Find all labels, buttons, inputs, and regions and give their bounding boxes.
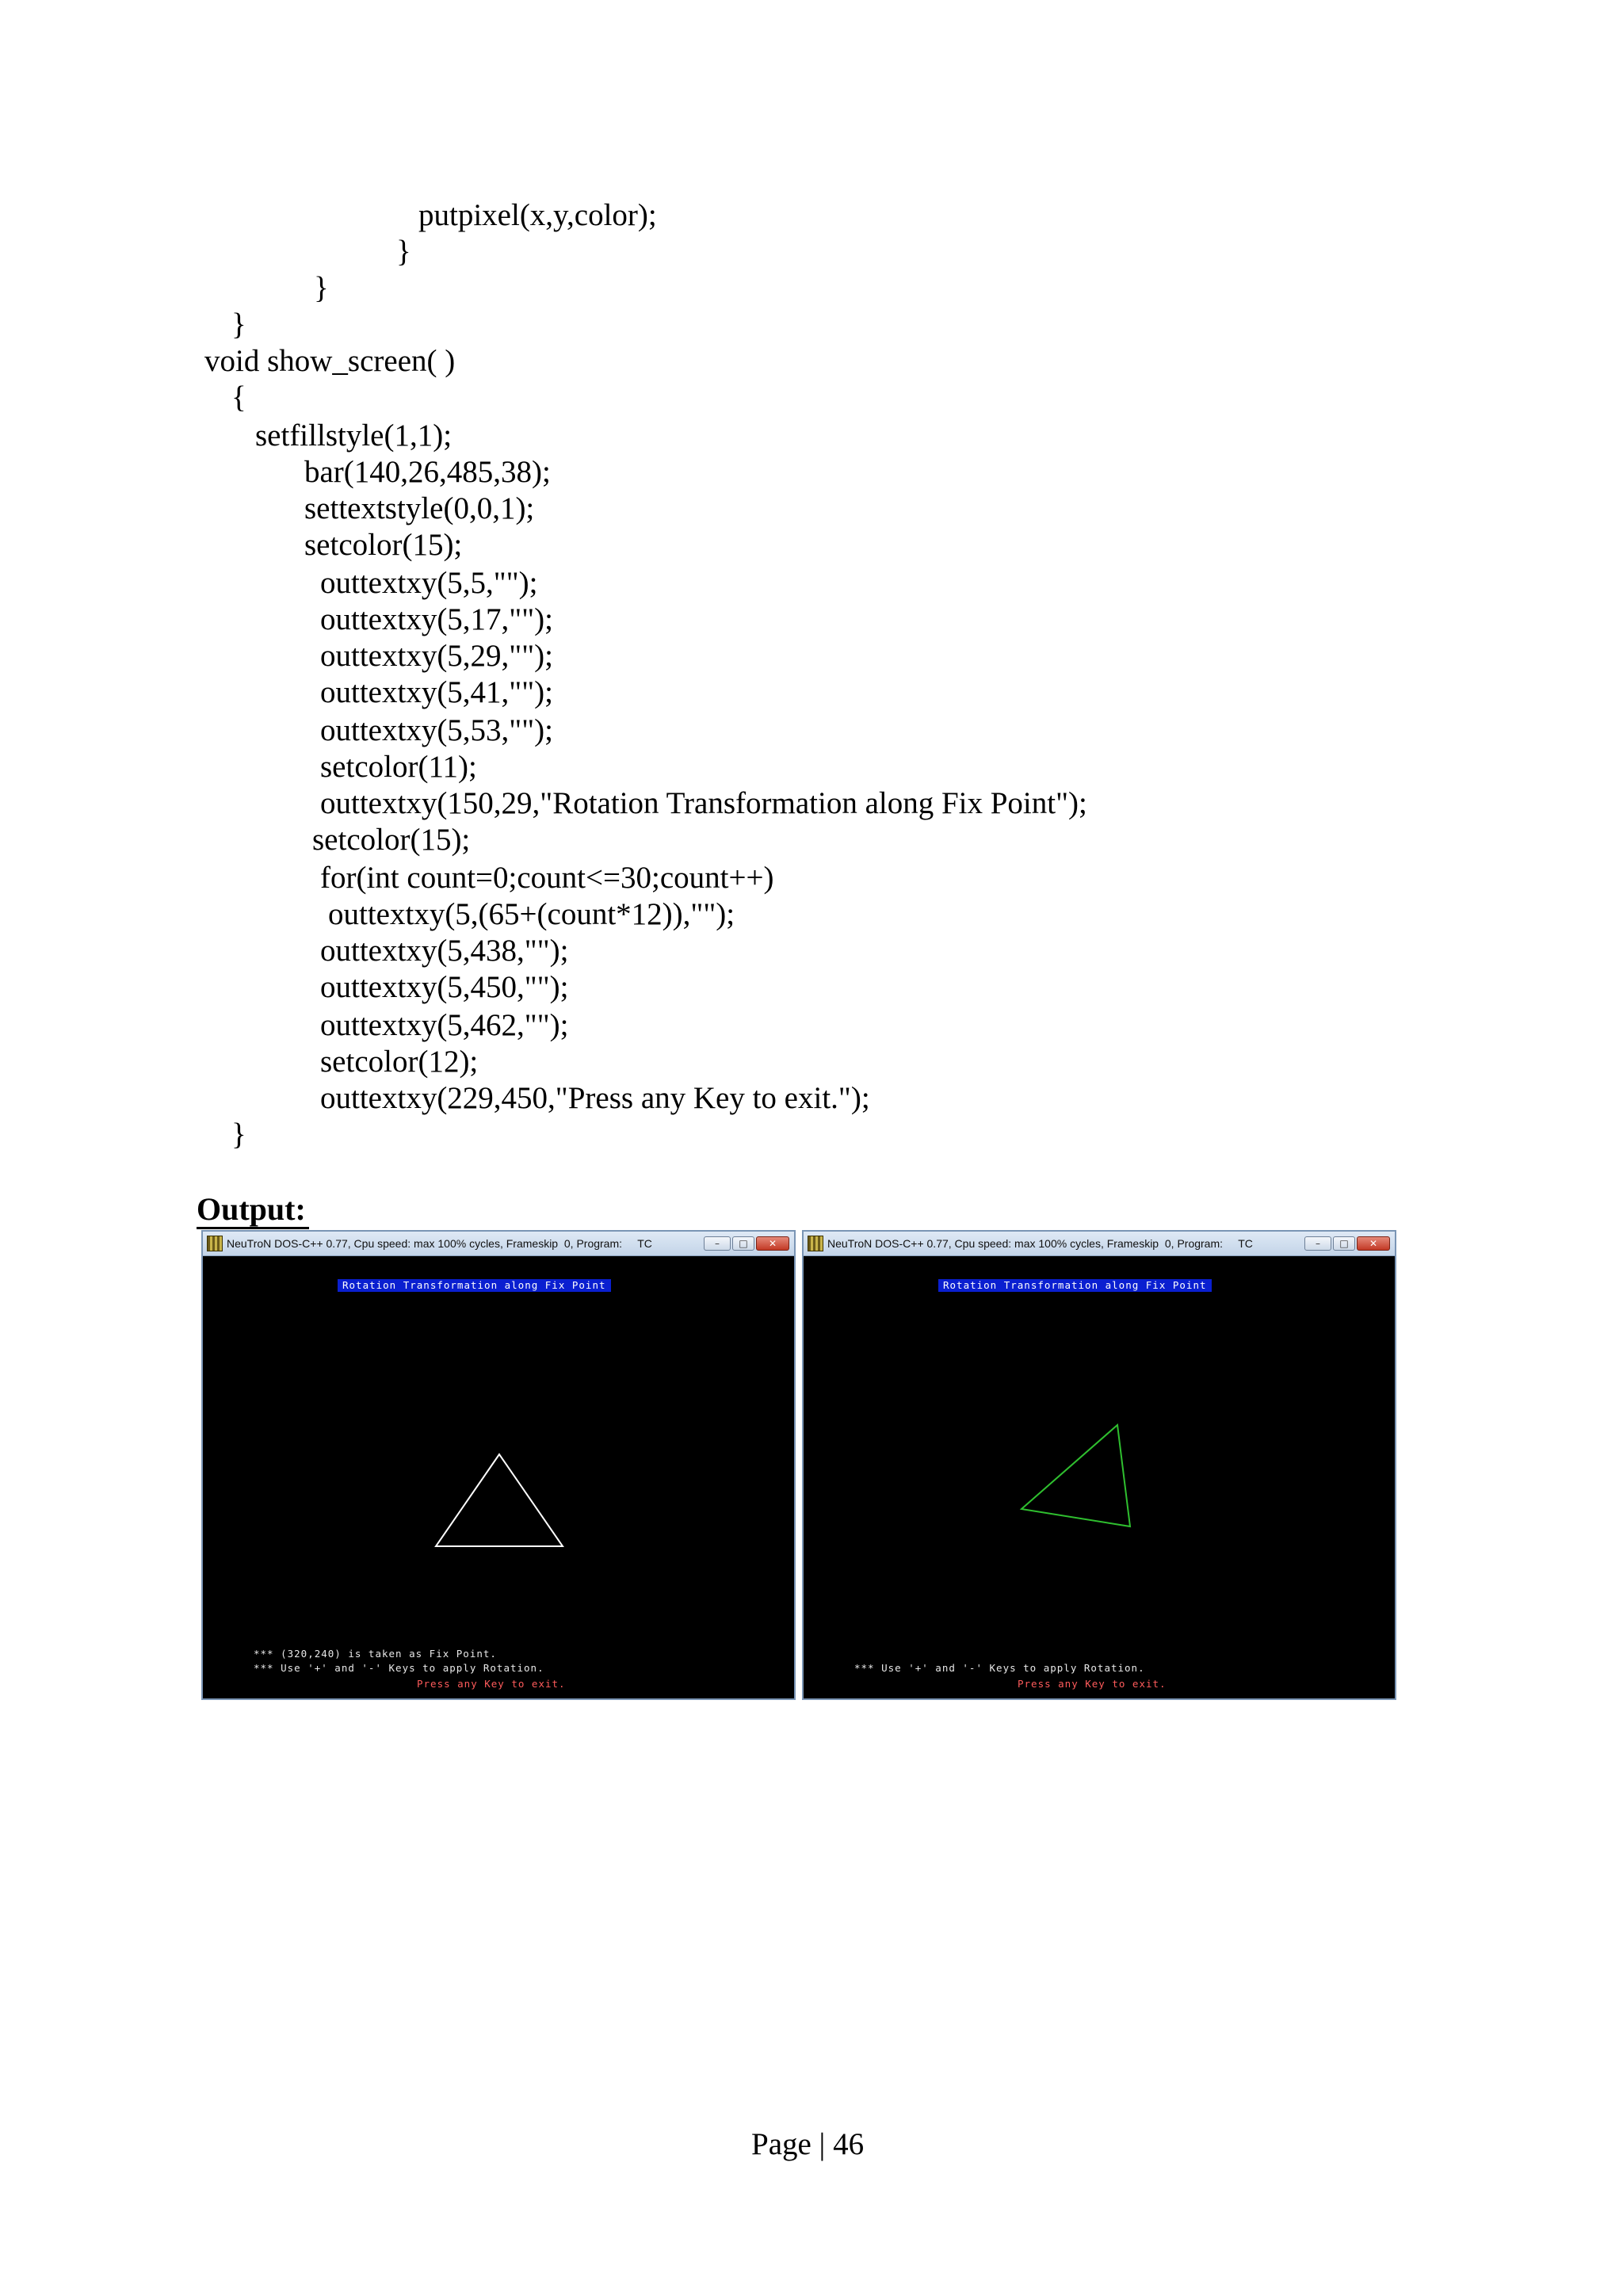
window-title: NeuTroN DOS-C++ 0.77, Cpu speed: max 100% cycles, Frameskip 0, Program: TC: [827, 1237, 1253, 1250]
code-line: outtextxy(5,29,"");: [320, 639, 553, 673]
info-line: *** Use '+' and '-' Keys to apply Rotation.: [854, 1662, 1145, 1674]
code-line: outtextxy(5,438,"");: [320, 934, 569, 968]
exit-prompt: Press any Key to exit.: [1018, 1678, 1167, 1690]
code-line: void show_screen( ): [204, 344, 456, 378]
info-line: *** (320,240) is taken as Fix Point.: [254, 1648, 497, 1660]
code-line: }: [314, 271, 329, 305]
code-line: setcolor(12);: [320, 1045, 479, 1079]
code-line: setfillstyle(1,1);: [255, 418, 453, 453]
dos-window-2[interactable]: [802, 1230, 1396, 1700]
window-title: NeuTroN DOS-C++ 0.77, Cpu speed: max 100% cycles, Frameskip 0, Program: TC: [227, 1237, 652, 1250]
code-line: outtextxy(5,17,"");: [320, 602, 553, 636]
dosbox-app-icon: [808, 1236, 823, 1251]
code-line: {: [231, 380, 246, 415]
minimize-button[interactable]: –: [1304, 1236, 1331, 1251]
title-banner: Rotation Transformation along Fix Point: [938, 1279, 1212, 1292]
close-button[interactable]: ✕: [756, 1236, 789, 1251]
maximize-button[interactable]: □: [732, 1236, 754, 1251]
code-line: for(int count=0;count<=30;count++): [320, 861, 774, 895]
rotated-triangle-shape: [807, 1257, 1395, 1698]
dos-window-1[interactable]: [201, 1230, 796, 1700]
minimize-button[interactable]: –: [704, 1236, 731, 1251]
code-line: outtextxy(5,41,"");: [320, 675, 553, 709]
code-line: outtextxy(5,462,"");: [320, 1008, 569, 1042]
code-line: outtextxy(5,450,"");: [320, 970, 569, 1004]
info-line: *** Use '+' and '-' Keys to apply Rotation.: [254, 1662, 544, 1674]
maximize-button[interactable]: □: [1333, 1236, 1355, 1251]
output-heading: Output:: [197, 1191, 306, 1227]
code-line: }: [231, 308, 246, 342]
code-line: }: [396, 235, 411, 269]
code-line: outtextxy(150,29,"Rotation Transformation along Fix Point");: [320, 786, 1087, 820]
output-heading-underline: [197, 1227, 309, 1229]
dos-screen: [206, 1257, 791, 1695]
code-line: }: [231, 1117, 246, 1152]
title-banner: Rotation Transformation along Fix Point: [338, 1279, 611, 1292]
code-line: settextstyle(0,0,1);: [304, 491, 535, 525]
code-line: outtextxy(5,53,"");: [320, 713, 553, 747]
code-line: setcolor(15);: [312, 823, 471, 857]
code-line: bar(140,26,485,38);: [304, 455, 551, 489]
dos-screen: [807, 1257, 1392, 1695]
code-line: setcolor(11);: [320, 750, 477, 784]
code-line: outtextxy(229,450,"Press any Key to exit.");: [320, 1081, 870, 1115]
close-button[interactable]: ✕: [1357, 1236, 1390, 1251]
window-titlebar[interactable]: [804, 1232, 1395, 1256]
page-number: Page | 46: [751, 2127, 865, 2161]
code-line: outtextxy(5,5,"");: [320, 566, 538, 600]
exit-prompt: Press any Key to exit.: [417, 1678, 566, 1690]
code-line: putpixel(x,y,color);: [418, 198, 657, 232]
code-line: setcolor(15);: [304, 528, 463, 562]
window-titlebar[interactable]: [203, 1232, 794, 1256]
dosbox-app-icon: [207, 1236, 223, 1251]
code-line: outtextxy(5,(65+(count*12)),"");: [328, 897, 735, 931]
triangle-shape: [206, 1257, 794, 1698]
